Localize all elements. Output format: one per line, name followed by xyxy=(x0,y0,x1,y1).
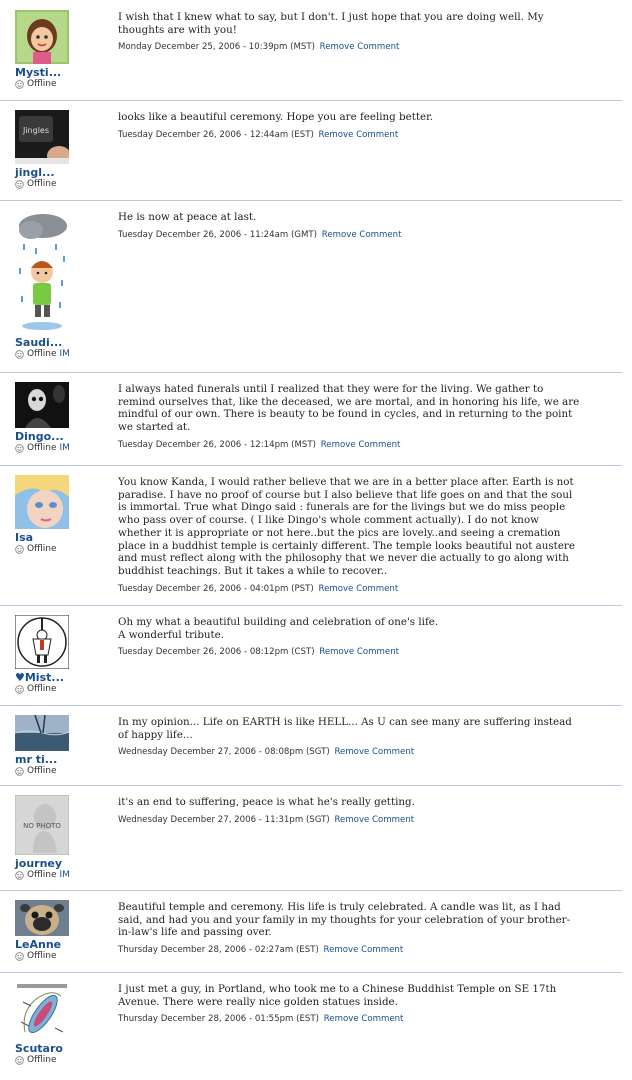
online-status xyxy=(15,544,105,555)
avatar-caption: NO PHOTO xyxy=(23,822,61,830)
dark-figure-avatar[interactable] xyxy=(15,382,69,428)
comment-date: Tuesday December 26, 2006 - 08:12pm (CST) xyxy=(118,647,315,658)
comment-row xyxy=(0,100,622,201)
comment-author xyxy=(15,110,105,190)
bacteria-illustration-avatar[interactable] xyxy=(15,982,69,1040)
online-status xyxy=(15,1055,105,1066)
comment-author xyxy=(15,900,105,962)
comment-text: I always hated funerals until I realized that they were for the living. We gather to remind ourselves that, like the deceased, we are mortal, and in honoring his life, we are mindful of our own. There is beauty to be found in cycles, and in returning to the point we started at. xyxy=(118,383,580,434)
smiley-icon xyxy=(15,1056,24,1065)
comment-row xyxy=(0,200,622,373)
comment-date: Tuesday December 26, 2006 - 12:14pm (MST) xyxy=(118,439,316,450)
status-text: Offline xyxy=(27,349,57,359)
smiley-icon xyxy=(15,350,24,359)
comment-text: In my opinion... Life on EARTH is like HELL... As U can see many are suffering instead of happy life... xyxy=(118,716,572,741)
smiley-icon xyxy=(15,180,24,189)
comment-body xyxy=(118,983,580,1024)
status-text: Offline xyxy=(27,684,57,694)
comment-date: Wednesday December 27, 2006 - 11:31pm (SGT) xyxy=(118,814,330,825)
smiley-icon xyxy=(15,545,24,554)
comment-meta xyxy=(118,647,580,657)
username-link[interactable]: journey xyxy=(15,857,63,870)
status-text: Offline xyxy=(27,766,57,776)
online-status xyxy=(15,443,105,454)
comment-author xyxy=(15,715,105,777)
remove-comment-link[interactable]: Remove Comment xyxy=(334,747,415,758)
comment-meta xyxy=(118,747,580,757)
status-text: Offline xyxy=(27,1055,57,1065)
remove-comment-link[interactable]: Remove Comment xyxy=(323,945,404,956)
comment-meta xyxy=(118,945,580,955)
comment-text: it's an end to suffering, peace is what he's really getting. xyxy=(118,796,415,808)
username-link[interactable]: Dingo... xyxy=(15,430,64,443)
comment-body xyxy=(118,476,580,594)
comment-body xyxy=(118,796,580,825)
comment-meta xyxy=(118,130,580,140)
comment-author xyxy=(15,382,105,454)
comment-author xyxy=(15,210,105,360)
remove-comment-link[interactable]: Remove Comment xyxy=(334,814,415,825)
remove-comment-link[interactable]: Remove Comment xyxy=(320,439,401,450)
comment-body xyxy=(118,901,580,955)
online-status xyxy=(15,951,105,962)
remove-comment-link[interactable]: Remove Comment xyxy=(319,42,400,53)
smiley-icon xyxy=(15,444,24,453)
smiley-icon xyxy=(15,871,24,880)
comment-row xyxy=(0,705,622,786)
comment-body xyxy=(118,111,580,140)
comment-author xyxy=(15,10,105,90)
comment-row xyxy=(0,890,622,973)
comment-date: Thursday December 28, 2006 - 01:55pm (EST) xyxy=(118,1014,319,1025)
comment-date: Thursday December 28, 2006 - 02:27am (EST) xyxy=(118,945,319,956)
remove-comment-link[interactable]: Remove Comment xyxy=(319,647,400,658)
comment-meta xyxy=(118,1014,580,1024)
username-link[interactable]: jingl... xyxy=(15,166,55,179)
username-link[interactable]: ♥Mist... xyxy=(15,671,64,684)
comment-author xyxy=(15,795,105,881)
username-link[interactable]: mr ti... xyxy=(15,753,58,766)
im-link[interactable]: IM xyxy=(59,349,70,359)
comment-row xyxy=(0,372,622,466)
smiley-icon xyxy=(15,80,24,89)
comment-text: looks like a beautiful ceremony. Hope you are feeling better. xyxy=(118,111,434,123)
comment-author xyxy=(15,615,105,695)
username-link[interactable]: Scutaro xyxy=(15,1042,63,1055)
cartoon-girl-avatar[interactable] xyxy=(15,10,69,64)
online-status xyxy=(15,766,105,777)
comment-row xyxy=(0,465,622,606)
remove-comment-link[interactable]: Remove Comment xyxy=(321,229,402,240)
comment-meta xyxy=(118,440,580,450)
online-status xyxy=(15,79,105,90)
comment-row xyxy=(0,785,622,891)
status-text: Offline xyxy=(27,179,57,189)
comment-row xyxy=(0,605,622,706)
comment-author xyxy=(15,982,105,1066)
comment-meta xyxy=(118,42,580,52)
comment-body xyxy=(118,211,580,240)
comment-row xyxy=(0,0,622,101)
comment-date: Wednesday December 27, 2006 - 08:08pm (SGT) xyxy=(118,747,330,758)
online-status xyxy=(15,349,105,360)
status-text: Offline xyxy=(27,79,57,89)
online-status xyxy=(15,684,105,695)
pug-dog-avatar[interactable] xyxy=(15,900,69,936)
im-link[interactable]: IM xyxy=(59,443,70,453)
comment-body xyxy=(118,11,580,52)
comment-text: I just met a guy, in Portland, who took me to a Chinese Buddhist Temple on SE 17th Avenue. There were really nice golden statues inside. xyxy=(118,983,557,1008)
comment-meta xyxy=(118,584,580,594)
comment-body xyxy=(118,616,580,657)
smiley-icon xyxy=(15,952,24,961)
status-text: Offline xyxy=(27,443,57,453)
comment-body xyxy=(118,716,580,757)
comment-text: I wish that I knew what to say, but I don't. I just hope that you are doing well. My thoughts are with you! xyxy=(118,11,544,36)
blonde-doll-avatar[interactable] xyxy=(15,475,69,529)
smiley-icon xyxy=(15,685,24,694)
rain-cloud-boy-avatar[interactable] xyxy=(15,210,69,334)
comment-text: You know Kanda, I would rather believe that we are in a better place after. Earth is not paradise. I have no proof of course but I also believe that life goes on and that the soul is immortal. True what Dingo said : funerals are for the livings but we do miss people who pass over of course. ( I like Dingo's whole comment actually). I do not know whether it is appropriate or not here..but the pics are lovely..and seeing a cremation place in a buddhist temple is certainly different. The temple looks beautiful not austere and must reflect along with the philosophy that we never die actually to go along with buddhist teachings. But it takes a while to recover.. xyxy=(118,476,575,577)
comment-date: Tuesday December 26, 2006 - 04:01pm (PST) xyxy=(118,583,314,594)
username-link[interactable]: Mysti... xyxy=(15,66,62,79)
comment-row xyxy=(0,972,622,1080)
comment-meta xyxy=(118,230,580,240)
online-status xyxy=(15,179,105,190)
smiley-icon xyxy=(15,767,24,776)
im-link[interactable]: IM xyxy=(59,870,70,880)
username-link[interactable]: Isa xyxy=(15,531,34,544)
remove-comment-link[interactable]: Remove Comment xyxy=(318,583,399,594)
hanging-figure-avatar[interactable] xyxy=(15,615,69,669)
status-text: Offline xyxy=(27,870,57,880)
comment-meta xyxy=(118,815,580,825)
comment-date: Tuesday December 26, 2006 - 11:24am (GMT) xyxy=(118,229,317,240)
comment-author xyxy=(15,475,105,555)
online-status xyxy=(15,870,105,881)
avatar-caption: Jingles xyxy=(22,126,50,135)
comment-text: Oh my what a beautiful building and celebration of one's life. A wonderful tribute. xyxy=(118,616,439,641)
jingles-keyboard-avatar[interactable] xyxy=(15,110,69,164)
comment-date: Tuesday December 26, 2006 - 12:44am (EST) xyxy=(118,129,314,140)
seascape-avatar[interactable] xyxy=(15,715,69,751)
username-link[interactable]: LeAnne xyxy=(15,938,62,951)
comment-text: He is now at peace at last. xyxy=(118,211,257,223)
status-text: Offline xyxy=(27,544,57,554)
comment-text: Beautiful temple and ceremony. His life is truly celebrated. A candle was lit, as I had said, and had you and your family in my thoughts for your celebration of your brother-in-law's life and passing over. xyxy=(118,901,571,939)
remove-comment-link[interactable]: Remove Comment xyxy=(323,1014,404,1025)
comment-date: Monday December 25, 2006 - 10:39pm (MST) xyxy=(118,42,315,53)
status-text: Offline xyxy=(27,951,57,961)
username-link[interactable]: Saudi... xyxy=(15,336,63,349)
comment-body xyxy=(118,383,580,450)
remove-comment-link[interactable]: Remove Comment xyxy=(318,129,399,140)
no-photo-avatar[interactable] xyxy=(15,795,69,855)
